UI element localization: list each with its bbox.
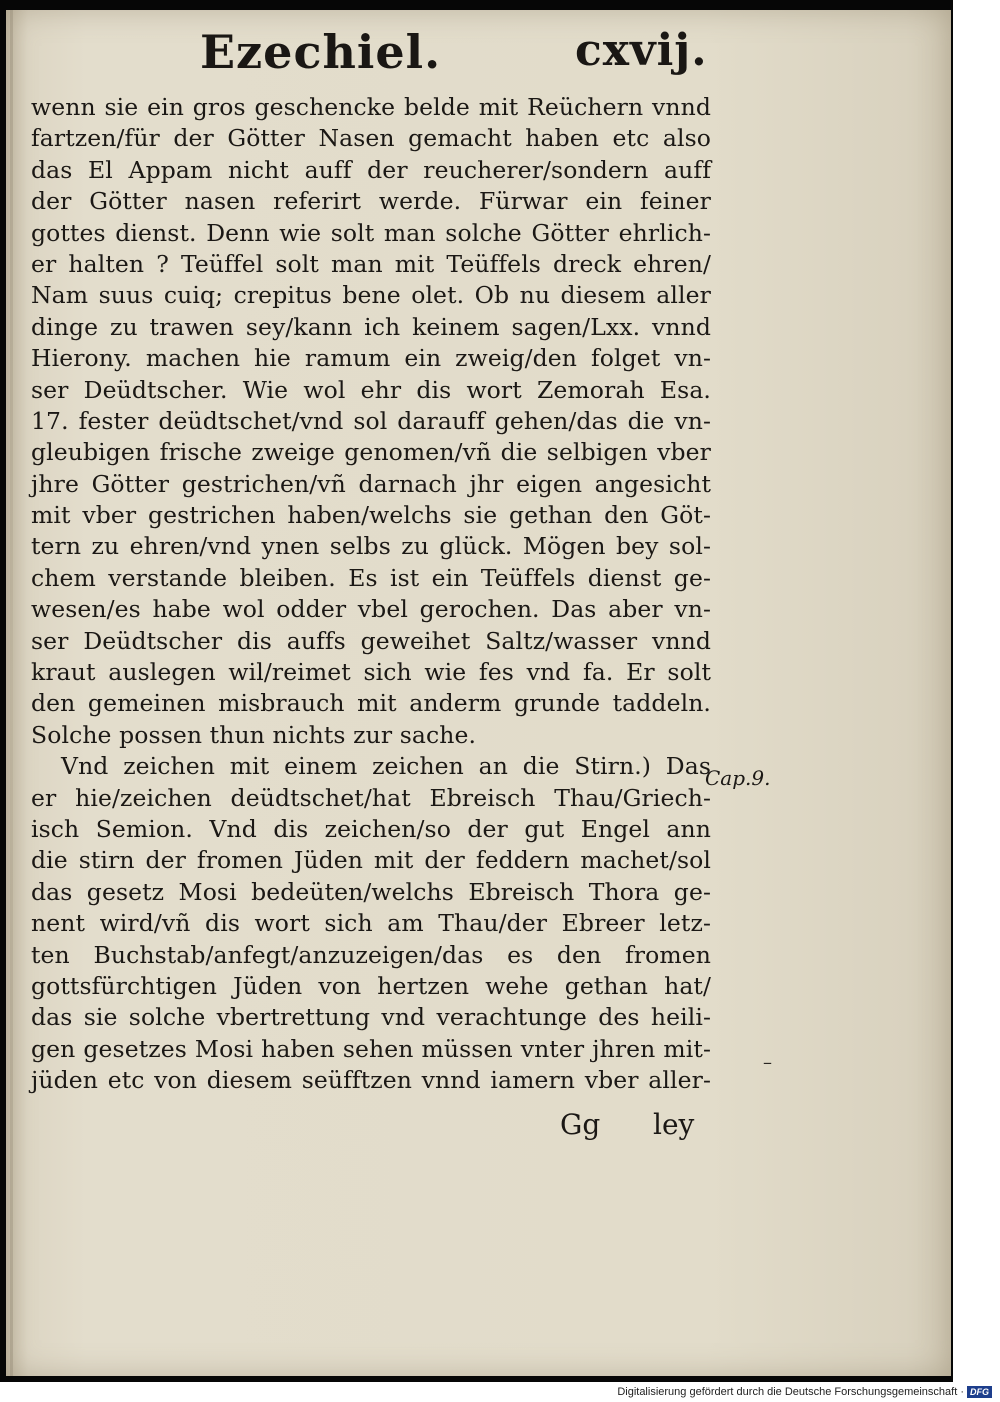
catchword: ley [653, 1108, 695, 1141]
text-line: das gesetz Mosi bedeüten/welchs Ebreisch Thora ge- [31, 877, 711, 906]
footer-credit: Digitalisierung gefördert durch die Deutsche Forschungsgemeinschaft · [617, 1386, 964, 1398]
text-line: er halten ? Teüffel solt man mit Teüffels dreck ehren/ [31, 249, 711, 278]
text-line: dinge zu trawen sey/kann ich keinem sagen/Lxx. vnnd [31, 312, 711, 341]
text-line: gottsfürchtigen Jüden von hertzen wehe gethan hat/ [31, 971, 711, 1000]
text-line: 17. fester deüdtschet/vnd sol darauff gehen/das die vn- [31, 406, 711, 435]
running-title: Ezechiel. [200, 25, 442, 79]
text-line: ser Deüdtscher. Wie wol ehr dis wort Zemorah Esa. [31, 375, 711, 404]
text-line: jhre Götter gestrichen/vñ darnach jhr eigen angesicht [31, 469, 711, 498]
text-line: fartzen/für der Götter Nasen gemacht haben etc also [31, 124, 711, 153]
text-line: wenn sie ein gros geschencke belde mit Reüchern vnnd [31, 93, 711, 121]
text-line: Hierony. machen hie ramum ein zweig/den folget vn- [31, 344, 711, 373]
text-line: mit vber gestrichen haben/welchs sie gethan den Göt- [31, 501, 711, 530]
text-line: der Götter nasen referirt werde. Fürwar ein feiner [31, 187, 711, 216]
text-line: den gemeinen misbrauch mit anderm grunde taddeln. [31, 689, 711, 718]
text-line: das sie solche vbertrettung vnd verachtunge des heili- [31, 1003, 711, 1032]
text-line: chem verstande bleiben. Es ist ein Teüffels dienst ge- [31, 563, 711, 592]
body-text [31, 92, 711, 1097]
signature-mark: Gg [560, 1108, 601, 1141]
text-line: tern zu ehren/vnd ynen selbs zu glück. Mögen bey sol- [31, 532, 711, 561]
text-line: ser Deüdtscher dis auffs geweihet Saltz/wasser vnnd [31, 626, 711, 655]
folio-number: cxvij. [575, 25, 708, 76]
text-line: nent wird/vñ dis wort sich am Thau/der Ebreer letz- [31, 909, 711, 938]
dfg-logo: DFG [967, 1386, 992, 1398]
text-line: gleubigen frische zweige genomen/vñ die selbigen vber [31, 438, 711, 467]
text-line: Vnd zeichen mit einem zeichen an die Stirn.) Das [61, 752, 711, 781]
text-line: die stirn der fromen Jüden mit der feddern machet/sol [31, 846, 711, 875]
text-line: gen gesetzes Mosi haben sehen müssen vnter jhren mit- [31, 1034, 711, 1063]
text-line: isch Semion. Vnd dis zeichen/so der gut Engel ann [31, 814, 711, 843]
marginal-note: Cap.9. [705, 766, 771, 790]
text-line: er hie/zeichen deüdtschet/hat Ebreisch Thau/Griech- [31, 783, 711, 812]
text-line: wesen/es habe wol odder vbel gerochen. Das aber vn- [31, 595, 711, 624]
text-line: Nam suus cuiq; crepitus bene olet. Ob nu diesem aller [31, 281, 711, 310]
page-gutter [10, 10, 13, 1376]
text-line: jüden etc von diesem seüfftzen vnnd iamern vber aller- [31, 1066, 711, 1095]
text-line: Solche possen thun nichts zur sache. [31, 720, 477, 749]
text-line: das El Appam nicht auff der reucherer/sondern auff [31, 155, 711, 184]
text-line: ten Buchstab/anfegt/anzuzeigen/das es den fromen [31, 940, 711, 969]
text-line: gottes dienst. Denn wie solt man solche Götter ehrlich- [31, 218, 711, 247]
text-line: kraut auslegen wil/reimet sich wie fes vnd fa. Er solt [31, 658, 711, 687]
digitization-footer [617, 1385, 992, 1399]
margin-mark: – [763, 1052, 772, 1073]
